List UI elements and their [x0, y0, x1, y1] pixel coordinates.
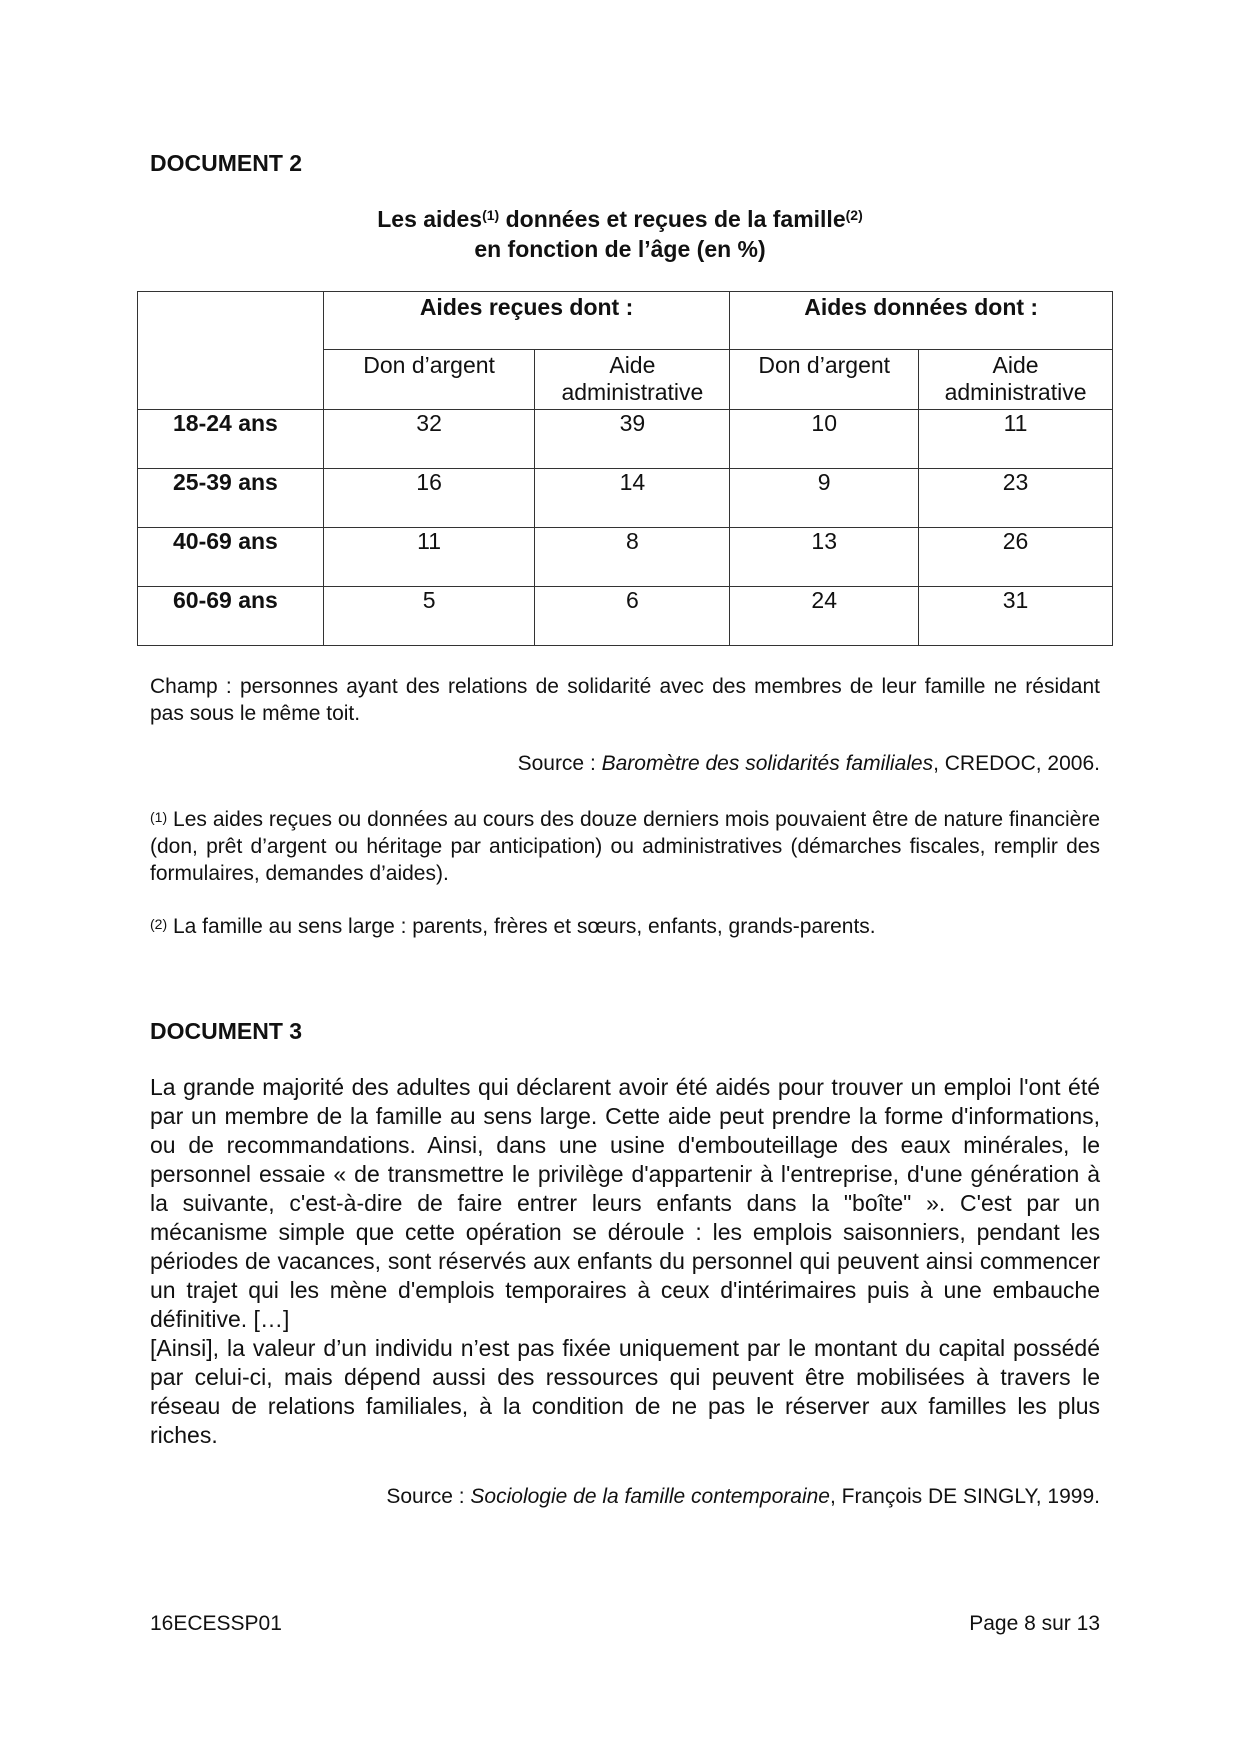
footnote-text: Les aides reçues ou données au cours des douze derniers mois pouvaient être de nature financière (don, prêt d’argent ou héritage par anticipation) ou administratives (démarches fiscales, remplir des formulaires, demandes d’aides). [150, 808, 1100, 885]
admin-line2: administrative [561, 379, 704, 405]
table-row [138, 528, 1113, 587]
source-title: Baromètre des solidarités familiales [601, 752, 934, 775]
group-given: Aides données dont : [730, 292, 1113, 350]
table-cell: 6 [535, 587, 730, 646]
sub-header-admin-given [919, 350, 1113, 410]
admin-line2: administrative [944, 379, 1087, 405]
source-doc2 [518, 752, 1100, 776]
row-label: 40-69 ans [138, 528, 324, 587]
title-part1: Les aides [377, 206, 483, 232]
champ-note: Champ : personnes ayant des relations de solidarité avec des membres de leur famille ne résidant pas sous le même toit. [150, 675, 1100, 725]
document-3-heading: DOCUMENT 3 [150, 1018, 303, 1044]
document-3-body [150, 1073, 1100, 1450]
footnote-2 [150, 913, 1100, 940]
table-cell: 31 [919, 587, 1113, 646]
table-cell: 5 [323, 587, 535, 646]
sub-header-admin-received [535, 350, 730, 410]
group-received: Aides reçues dont : [323, 292, 730, 350]
footnote-ref-1: (1) [482, 207, 500, 223]
source-prefix: Source : [386, 1485, 471, 1508]
source-doc3 [386, 1485, 1100, 1509]
table-row [138, 410, 1113, 469]
table-cell: 11 [323, 528, 535, 587]
table-row [138, 469, 1113, 528]
table-cell: 13 [730, 528, 919, 587]
table-cell: 14 [535, 469, 730, 528]
source-title: Sociologie de la famille contemporaine [470, 1485, 830, 1508]
empty-corner-cell [138, 292, 324, 410]
row-label: 25-39 ans [138, 469, 324, 528]
footnote-ref-2: (2) [845, 207, 863, 223]
table-row [138, 587, 1113, 646]
row-label: 60-69 ans [138, 587, 324, 646]
footnote-mark: (2) [150, 916, 168, 932]
admin-line1: Aide [609, 352, 656, 378]
admin-line1: Aide [992, 352, 1039, 378]
table-group-header-row [138, 292, 1113, 350]
footnote-1 [150, 806, 1100, 887]
footnote-mark: (1) [150, 809, 168, 825]
row-label: 18-24 ans [138, 410, 324, 469]
footnote-text: La famille au sens large : parents, frères et sœurs, enfants, grands-parents. [167, 915, 876, 938]
table-cell: 39 [535, 410, 730, 469]
table-cell: 8 [535, 528, 730, 587]
table-cell: 23 [919, 469, 1113, 528]
document-2-heading: DOCUMENT 2 [150, 150, 303, 176]
table-cell: 11 [919, 410, 1113, 469]
sub-header-money-given: Don d’argent [730, 350, 919, 410]
table-cell: 24 [730, 587, 919, 646]
footer-code: 16ECESSP01 [150, 1612, 282, 1635]
source-prefix: Source : [517, 752, 602, 775]
table-cell: 10 [730, 410, 919, 469]
aides-table [137, 291, 1113, 646]
title-line2: en fonction de l’âge (en %) [474, 236, 766, 262]
source-suffix: , François DE SINGLY, 1999. [829, 1485, 1100, 1508]
sub-header-money-received: Don d’argent [323, 350, 535, 410]
doc3-paragraph-1: La grande majorité des adultes qui déclarent avoir été aidés pour trouver un emploi l'ont été par un membre de la famille au sens large. Cette aide peut prendre la forme d'informations, ou de recommandations. Ainsi, dans une usine d'embouteillage des eaux minérales, le personnel essaie « de transmettre le privilège d'appartenir à l'entreprise, d'une génération à la suivante, c'est-à-dire de faire entrer leurs enfants dans la "boîte" ». C'est par un mécanisme simple que cette opération se déroule : les emplois saisonniers, pendant les périodes de vacances, sont réservés aux enfants du personnel qui peuvent ainsi commencer un trajet qui les mène d'emplois temporaires à ceux d'intérimaires puis à une embauche définitive. […] [150, 1074, 1100, 1332]
table-cell: 16 [323, 469, 535, 528]
title-part2: données et reçues de la famille [499, 206, 846, 232]
table-title [0, 204, 1240, 264]
source-suffix: , CREDOC, 2006. [933, 752, 1100, 775]
table-cell: 9 [730, 469, 919, 528]
table-cell: 32 [323, 410, 535, 469]
doc3-paragraph-2: [Ainsi], la valeur d’un individu n’est pas fixée uniquement par le montant du capital possédé par celui-ci, mais dépend aussi des ressources qui peuvent être mobilisées à travers le réseau de relations familiales, à la condition de ne pas le réserver aux familles les plus riches. [150, 1335, 1100, 1448]
table-cell: 26 [919, 528, 1113, 587]
footer-page-number: Page 8 sur 13 [969, 1612, 1100, 1635]
